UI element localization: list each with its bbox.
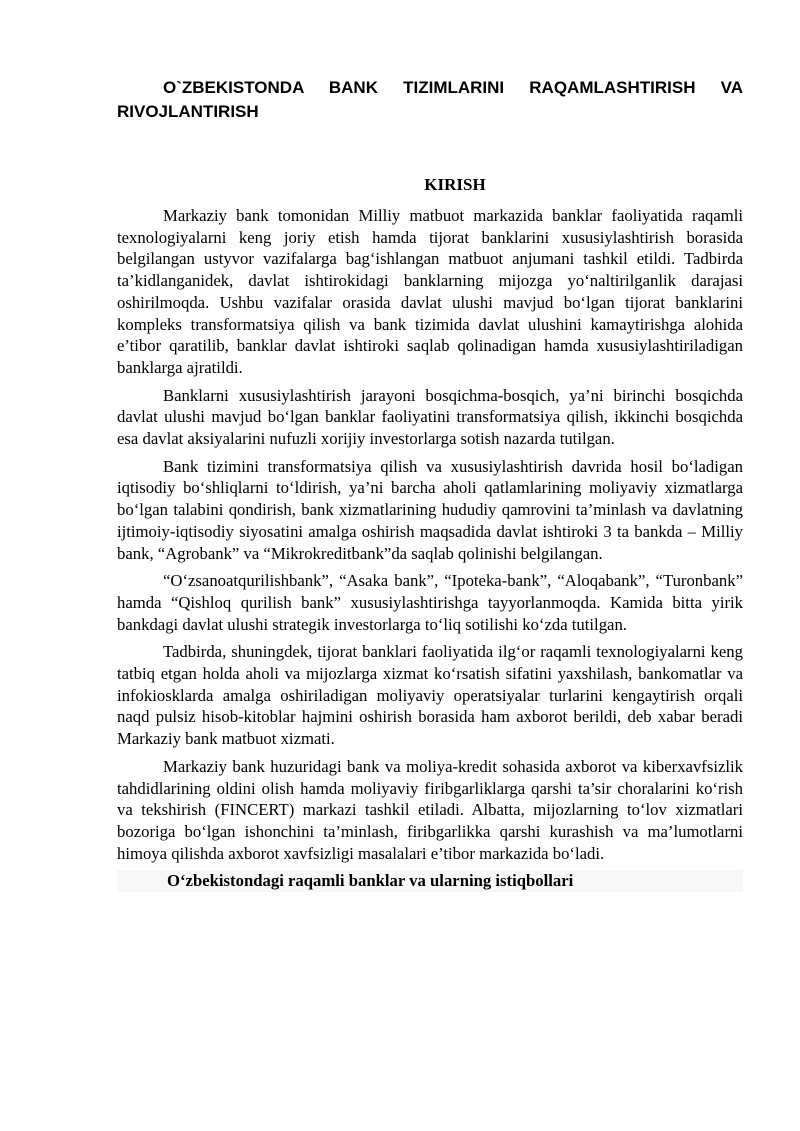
paragraph: Bank tizimini transformatsiya qilish va xususiylashtirish davrida hosil bo‘ladigan iqtisodiy bo‘shliqlarni to‘ldirish, ya’ni barcha aholi qatlamlarining moliyaviy xizmatlarga bo‘lgan talabini qondirish, bank xizmatlarining hududiy qamrovini ta’minlash va davlatning ijtimoiy-iqtisodiy siyosatini amalga oshirish maqsadida davlat ishtiroki 3 ta bankda – Milliy bank, “Agrobank” va “Mikrokreditbank”da saqlab qolinishi belgilangan. (117, 456, 743, 563)
paragraph: Markaziy bank tomonidan Milliy matbuot markazida banklar faoliyatida raqamli texnologiyalarni keng joriy etish hamda tijorat banklarini xususiylashtirish borasida belgilangan ustyvor vazifalarga bag‘ishlangan matbuot anjumani tashkil etildi. Tadbirda ta’kidlanganidek, davlat ishtirokidagi banklarning mijozga yo‘naltirilganlik darajasi oshirilmoqda. Ushbu vazifalar orasida davlat ulushi mavjud bo‘lgan tijorat banklarini kompleks transformatsiya qilish va bank tizimida davlat ulushini kamaytirishga alohida e’tibor qaratilib, banklar davlat ishtiroki saqlab qolinadigan hamda xususiylashtiriladigan banklarga ajratildi. (117, 206, 743, 377)
paragraph: “O‘zsanoatqurilishbank”, “Asaka bank”, “Ipoteka-bank”, “Aloqabank”, “Turonbank” hamda “Qishloq qurilish bank” xususiylashtirishga tayyorlanmoqda. Kamida bitta yirik bankdagi davlat ulushi strategik investorlarga to‘liq sotilishi ko‘zda tutilgan. (117, 571, 743, 634)
document-title: O`ZBEKISTONDA BANK TIZIMLARINI RAQAMLASHTIRISH VA RIVOJLANTIRISH (117, 78, 743, 121)
document-body (117, 205, 743, 892)
paragraph: Markaziy bank huzuridagi bank va moliya-kredit sohasida axborot va kiberxavfsizlik tahdidlarining oldini olish hamda moliyaviy firibgarliklarga qarshi ta’sir choralarini ko‘rish va tekshirish (FINCERT) markazi tashkil etiladi. Albatta, mijozlarning to‘lov xizmatlari bozoriga bo‘lgan ishonchini ta’minlash, firibgarlikka qarshi kurashish va ma’lumotlarni himoya qilishda axborot xavfsizligi masalalari e’tibor markazida bo‘ladi. (117, 756, 743, 863)
paragraph: Tadbirda, shuningdek, tijorat banklari faoliyatida ilg‘or raqamli texnologiyalarni keng tatbiq etgan holda aholi va mijozlarga xizmat ko‘rsatish sifatini yaxshilash, bankomatlar va infokiosklarda amalga oshiriladigan moliyaviy operatsiyalar turlarini kengaytirish orqali naqd pulsiz hisob-kitoblar hajmini oshirish borasida ham axborot berildi, deb xabar beradi Markaziy bank matbuot xizmati. (117, 642, 743, 749)
section-heading: KIRISH (424, 175, 486, 194)
subsection-heading: O‘zbekistondagi raqamli banklar va ularning istiqbollari (117, 870, 743, 892)
paragraph: Banklarni xususiylashtirish jarayoni bosqichma-bosqich, ya’ni birinchi bosqichda davlat ulushi mavjud bo‘lgan banklar faoliyatini transformatsiya qilish, ikkinchi bosqichda esa davlat aksiyalarini nufuzli xorijiy investorlarga sotish nazarda tutilgan. (117, 385, 743, 449)
